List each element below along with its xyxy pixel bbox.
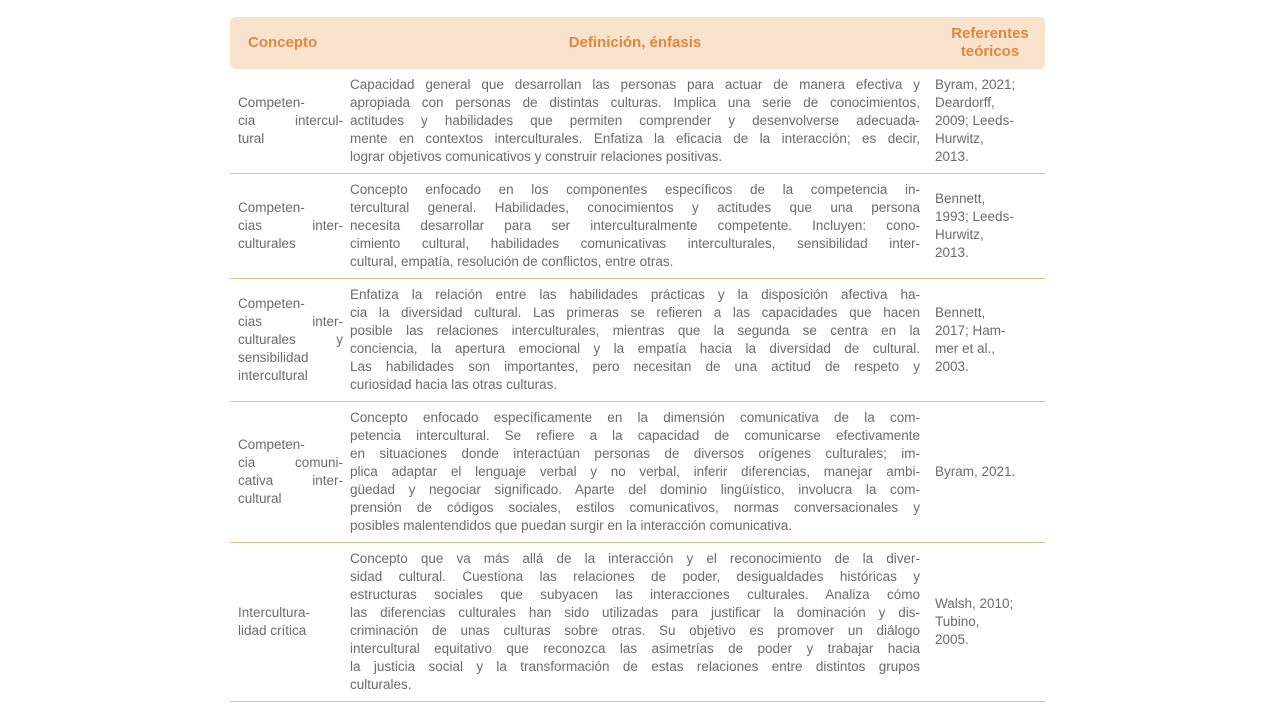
text-line: posibles malentendidos que puedan surgir en la interacción comunicativa. [350, 518, 793, 533]
table-row [230, 69, 1045, 173]
concept-cell [230, 289, 350, 391]
definition-cell [350, 174, 920, 278]
text-line: actitudes y habilidades que permiten comprender y desenvolverse adecuada- [350, 113, 920, 128]
text-line: criminación de unas culturas sobre otras. Su objetivo es promover un diálogo [350, 623, 920, 638]
text-line: Tubino, [935, 614, 980, 629]
text-line: cimiento cultural, habilidades comunicativas interculturales, sensibilidad inter- [350, 236, 920, 251]
text-line: Competen- [238, 95, 305, 110]
text-line: lograr objetivos comunicativos y construir relaciones positivas. [350, 149, 723, 164]
text-line: prensión de códigos sociales, estilos comunicativos, normas conversacionales y [350, 500, 920, 515]
text-line: Enfatiza la relación entre las habilidades prácticas y la disposición afectiva ha- [350, 287, 920, 302]
text-line: intercultural [238, 368, 308, 383]
text-line: Intercultura- [238, 605, 311, 620]
text-line: la justicia social y la transformación de estas relaciones entre distintos grupos [350, 659, 920, 674]
text-line: mer et al., [935, 341, 996, 356]
text-line: intercultural equitativo que reconozca las asimetrías de poder y trabajar hacia [350, 641, 920, 656]
header-cell-concepto: Concepto [248, 34, 318, 51]
text-line: en situaciones donde interactúan personas de diversos orígenes culturales; im- [350, 446, 920, 461]
text-line: mente en contextos interculturales. Enfatiza la eficacia de la interacción; es decir, [350, 131, 920, 146]
table-body [230, 69, 1045, 702]
text-line: estructuras sociales que subyacen las interacciones culturales. Analiza cómo [350, 587, 920, 602]
text-line: Walsh, 2010; [935, 596, 1014, 611]
text-line: Competen- [238, 296, 305, 311]
concept-cell [230, 88, 350, 154]
text-line: cias inter- [238, 218, 343, 233]
header-cell-definicion: Definición, énfasis [568, 34, 702, 51]
definition-cell [350, 69, 920, 173]
text-line: Las habilidades son importantes, pero necesitan de una actitud de respeto y [350, 359, 920, 374]
text-line: cultural [238, 491, 282, 506]
text-line: Deardorff, [935, 95, 995, 110]
text-line: 2017; Ham- [935, 323, 1006, 338]
text-line: cultural, empatía, resolución de conflictos, entre otras. [350, 254, 674, 269]
text-line: Competen- [238, 200, 305, 215]
concept-cell [230, 193, 350, 259]
text-line: Byram, 2021. [935, 464, 1016, 479]
text-line: cias inter- [238, 314, 343, 329]
text-line: Capacidad general que desarrollan las personas para actuar de manera efectiva y [350, 77, 920, 92]
text-line: sensibilidad [238, 350, 309, 365]
text-line: cia intercul- [238, 113, 343, 128]
text-line: conciencia, la apertura emocional y la empatía hacia la diversidad de cultural. [350, 341, 920, 356]
text-line: 2013. [935, 149, 969, 164]
table-row [230, 173, 1045, 278]
concept-cell [230, 598, 350, 646]
concept-cell [230, 430, 350, 514]
text-line: petencia intercultural. Se refiere a la capacidad de comunicarse efectivamente [350, 428, 920, 443]
text-line: culturales y [238, 332, 343, 347]
references-cell [920, 70, 1045, 172]
table-header [230, 17, 1045, 69]
text-line: culturales [238, 236, 296, 251]
text-line: Concepto enfocado en los componentes específicos de la competencia in- [350, 182, 920, 197]
text-line: plica adaptar el lenguaje verbal y no verbal, inferir diferencias, manejar ambi- [350, 464, 920, 479]
table-row [230, 542, 1045, 701]
text-line: sidad cultural. Cuestiona las relaciones de poder, desigualdades históricas y [350, 569, 920, 584]
table-row [230, 278, 1045, 401]
definition-cell [350, 543, 920, 701]
text-line: lidad crítica [238, 623, 307, 638]
text-line: las diferencias culturales han sido utilizadas para justificar la dominación y dis- [350, 605, 920, 620]
text-line: cia comuni- [238, 455, 343, 470]
text-line: 2005. [935, 632, 969, 647]
text-line: 2003. [935, 359, 969, 374]
text-line: Hurwitz, [935, 131, 984, 146]
concepts-table [230, 17, 1045, 702]
references-cell [920, 589, 1045, 655]
text-line: cia la diversidad cultural. Las primeras se refieren a las capacidades que hacen [350, 305, 920, 320]
text-line: tercultural general. Habilidades, conocimientos y actitudes que una persona [350, 200, 920, 215]
text-line: necesita desarrollar para ser interculturalmente competente. Incluyen: cono- [350, 218, 920, 233]
references-cell [920, 298, 1045, 382]
text-line: Bennett, [935, 191, 986, 206]
table-row [230, 401, 1045, 542]
text-line: cativa inter- [238, 473, 343, 488]
text-line: Byram, 2021; [935, 77, 1016, 92]
text-line: tural [238, 131, 265, 146]
text-line: Concepto que va más allá de la interacción y el reconocimiento de la diver- [350, 551, 920, 566]
text-line: 1993; Leeds- [935, 209, 1014, 224]
text-line: apropiada con personas de distintas culturas. Implica una serie de conocimientos, [350, 95, 920, 110]
text-line: Hurwitz, [935, 227, 984, 242]
text-line: Competen- [238, 437, 305, 452]
text-line: curiosidad hacia las otras culturas. [350, 377, 558, 392]
header-cell-referentes: Referentes teóricos [951, 25, 1029, 60]
references-cell [920, 184, 1045, 268]
text-line: Concepto enfocado específicamente en la dimensión comunicativa de la com- [350, 410, 920, 425]
definition-cell [350, 279, 920, 401]
text-line: güedad y negociar significado. Aparte del dominio lingüístico, involucra la com- [350, 482, 920, 497]
definition-cell [350, 402, 920, 542]
references-cell [920, 457, 1045, 487]
text-line: posible las relaciones interculturales, mientras que la segunda se centra en la [350, 323, 920, 338]
text-line: Bennett, [935, 305, 986, 320]
text-line: culturales. [350, 677, 412, 692]
text-line: 2013. [935, 245, 969, 260]
text-line: 2009; Leeds- [935, 113, 1014, 128]
